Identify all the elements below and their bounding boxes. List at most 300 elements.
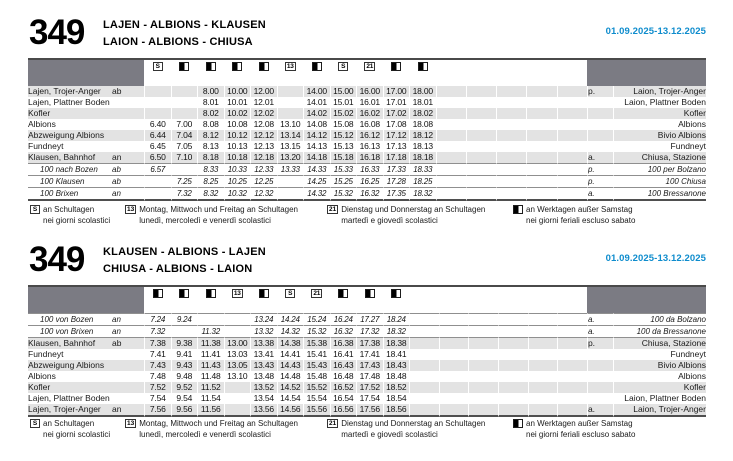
- empty-cell: [557, 313, 587, 326]
- workdays-icon: [259, 289, 269, 298]
- empty-cell: [496, 176, 526, 188]
- workdays-icon: [418, 62, 428, 71]
- empty-header-cell: [409, 287, 439, 313]
- time-cell: [277, 86, 304, 97]
- legend-outbound: [0, 204, 733, 230]
- dep-arr-marker-german: [112, 141, 144, 152]
- legend-de: an Werktagen außer Samstag: [526, 419, 633, 428]
- dep-arr-marker-german: an: [112, 188, 144, 201]
- time-cell: 7.41: [144, 349, 171, 360]
- header-band-left: [28, 287, 144, 313]
- time-cell: 18.43: [383, 360, 410, 371]
- time-cell: [224, 313, 251, 326]
- stop-name-german: Klausen, Bahnhof: [28, 152, 112, 164]
- time-cell: [144, 108, 171, 119]
- time-cell: 12.18: [250, 152, 277, 164]
- time-cell: 14.54: [277, 393, 304, 404]
- dep-arr-marker-italian: [587, 108, 613, 119]
- empty-cell: [466, 188, 496, 201]
- stop-name-italian: Albions: [613, 119, 706, 130]
- time-cell: [144, 86, 171, 97]
- empty-cell: [557, 371, 587, 382]
- time-cell: 11.48: [197, 371, 224, 382]
- dep-arr-marker-german: an: [112, 152, 144, 164]
- empty-cell: [526, 119, 556, 130]
- day-symbol-cell: [356, 60, 383, 86]
- timetable-row: [28, 152, 706, 164]
- dep-arr-marker-italian: [587, 141, 613, 152]
- legend-it: nei giorni feriali escluso sabato: [526, 430, 636, 439]
- legend-it: martedì e giovedì scolastici: [341, 430, 438, 439]
- stop-name-german: Fundneyt: [28, 349, 112, 360]
- time-cell: 9.56: [171, 404, 198, 417]
- empty-cell: [466, 86, 496, 97]
- route-number: 349: [29, 240, 85, 279]
- time-cell: 14.01: [303, 97, 330, 108]
- time-cell: 10.08: [224, 119, 251, 130]
- workdays-icon: [179, 289, 189, 298]
- time-cell: 13.52: [250, 382, 277, 393]
- day-symbol-cell: [224, 287, 251, 313]
- empty-cell: [409, 393, 439, 404]
- time-cell: 17.01: [383, 97, 410, 108]
- route-title-italian: LAION - ALBIONS - CHIUSA: [103, 36, 253, 48]
- time-cell: 7.04: [171, 130, 198, 141]
- time-cell: 15.54: [303, 393, 330, 404]
- time-cell: 15.18: [330, 152, 357, 164]
- time-cell: 14.08: [303, 119, 330, 130]
- timetable-row: [28, 130, 706, 141]
- empty-cell: [468, 393, 498, 404]
- empty-cell: [439, 382, 469, 393]
- workdays-icon: [312, 62, 322, 71]
- time-cell: 17.33: [383, 164, 410, 176]
- time-cell: 14.32: [303, 188, 330, 201]
- time-cell: 15.00: [330, 86, 357, 97]
- dep-arr-marker-italian: a.: [587, 326, 613, 338]
- time-cell: 13.32: [250, 326, 277, 338]
- timetable-row: [28, 108, 706, 119]
- time-cell: 7.43: [144, 360, 171, 371]
- dep-arr-marker-german: an: [112, 326, 144, 338]
- empty-cell: [557, 382, 587, 393]
- time-cell: [224, 393, 251, 404]
- day-symbol-cell: [197, 287, 224, 313]
- day-symbol-cell: [277, 60, 304, 86]
- dep-arr-marker-german: [112, 393, 144, 404]
- time-cell: 16.24: [330, 313, 357, 326]
- time-cell: 9.41: [171, 349, 198, 360]
- dep-arr-marker-german: [112, 97, 144, 108]
- empty-cell: [439, 349, 469, 360]
- empty-cell: [468, 349, 498, 360]
- empty-cell: [526, 108, 556, 119]
- time-cell: 15.24: [303, 313, 330, 326]
- time-cell: 12.32: [250, 188, 277, 201]
- time-cell: 18.00: [409, 86, 436, 97]
- empty-cell: [409, 371, 439, 382]
- day-symbol-cell: [330, 60, 357, 86]
- time-cell: 10.00: [224, 86, 251, 97]
- empty-cell: [528, 404, 558, 417]
- time-cell: 12.13: [250, 141, 277, 152]
- empty-cell: [528, 349, 558, 360]
- time-cell: [197, 313, 224, 326]
- legend-it: lunedì, mercoledì e venerdì scolastici: [139, 216, 271, 225]
- day-code-21-icon: 21: [313, 290, 321, 297]
- legend-note-21: [327, 418, 485, 440]
- empty-cell: [496, 152, 526, 164]
- time-cell: 16.56: [330, 404, 357, 417]
- timetable-grid: [28, 285, 706, 417]
- time-cell: 7.48: [144, 371, 171, 382]
- workdays-icon: [232, 62, 242, 71]
- dep-arr-marker-german: ab: [112, 338, 144, 349]
- legend-de: an Schultagen: [43, 419, 95, 428]
- time-cell: 17.32: [356, 326, 383, 338]
- dep-arr-marker-italian: p.: [587, 164, 613, 176]
- dep-arr-marker-german: an: [112, 313, 144, 326]
- dep-arr-marker-italian: p.: [587, 176, 613, 188]
- empty-cell: [557, 141, 587, 152]
- time-cell: 15.13: [330, 141, 357, 152]
- stop-name-italian: Kofler: [613, 382, 706, 393]
- time-cell: 16.02: [356, 108, 383, 119]
- validity-dates: 01.09.2025-13.12.2025: [605, 26, 706, 37]
- timetable-row: [28, 338, 706, 349]
- time-cell: 15.32: [303, 326, 330, 338]
- dep-arr-marker-italian: [587, 97, 613, 108]
- empty-cell: [528, 313, 558, 326]
- time-cell: 18.24: [383, 313, 410, 326]
- empty-cell: [498, 338, 528, 349]
- stop-name-italian: Laion, Trojer-Anger: [613, 404, 706, 417]
- workdays-icon: [391, 289, 401, 298]
- time-cell: 17.43: [356, 360, 383, 371]
- timetable-row: [28, 176, 706, 188]
- time-cell: 18.13: [409, 141, 436, 152]
- empty-cell: [466, 108, 496, 119]
- empty-cell: [526, 97, 556, 108]
- empty-cell: [439, 360, 469, 371]
- empty-cell: [557, 349, 587, 360]
- legend-note-21: [327, 204, 485, 226]
- dep-arr-marker-italian: a.: [587, 188, 613, 201]
- time-cell: 9.43: [171, 360, 198, 371]
- time-cell: 16.41: [330, 349, 357, 360]
- time-cell: 6.40: [144, 119, 171, 130]
- time-cell: 13.38: [250, 338, 277, 349]
- workdays-icon: [365, 289, 375, 298]
- empty-cell: [436, 176, 466, 188]
- dep-arr-marker-italian: p.: [587, 338, 613, 349]
- time-cell: 8.02: [197, 108, 224, 119]
- time-cell: 10.25: [224, 176, 251, 188]
- empty-header-cell: [526, 60, 556, 86]
- day-symbol-cell: [356, 287, 383, 313]
- time-cell: 9.38: [171, 338, 198, 349]
- empty-header-cell: [528, 287, 558, 313]
- empty-cell: [436, 86, 466, 97]
- empty-cell: [498, 360, 528, 371]
- dep-arr-marker-german: [112, 360, 144, 371]
- workdays-icon: [153, 289, 163, 298]
- time-cell: 13.15: [277, 141, 304, 152]
- empty-cell: [468, 404, 498, 417]
- time-cell: [277, 108, 304, 119]
- empty-cell: [468, 371, 498, 382]
- time-cell: 11.54: [197, 393, 224, 404]
- workdays-icon: [206, 289, 216, 298]
- time-cell: 16.48: [330, 371, 357, 382]
- stop-name-german: Albions: [28, 119, 112, 130]
- time-cell: 18.32: [409, 188, 436, 201]
- time-cell: 11.32: [197, 326, 224, 338]
- day-code-13-icon: 13: [233, 290, 241, 297]
- time-cell: 16.18: [356, 152, 383, 164]
- empty-header-cell: [439, 287, 469, 313]
- time-cell: 12.01: [250, 97, 277, 108]
- empty-cell: [466, 119, 496, 130]
- time-cell: 11.56: [197, 404, 224, 417]
- stop-name-german: Lajen, Trojer-Anger: [28, 404, 112, 417]
- time-cell: 11.52: [197, 382, 224, 393]
- empty-header-cell: [468, 287, 498, 313]
- empty-cell: [496, 188, 526, 201]
- empty-header-cell: [557, 60, 587, 86]
- empty-cell: [557, 393, 587, 404]
- stop-name-italian: 100 Bressanone: [613, 188, 706, 201]
- empty-cell: [557, 176, 587, 188]
- dep-arr-marker-german: ab: [112, 164, 144, 176]
- time-cell: 18.01: [409, 97, 436, 108]
- stop-name-italian: 100 da Bolzano: [613, 313, 706, 326]
- stop-name-italian: 100 Chiusa: [613, 176, 706, 188]
- legend-de: an Werktagen außer Samstag: [526, 205, 633, 214]
- time-cell: 8.25: [197, 176, 224, 188]
- route-title-german: LAJEN - ALBIONS - KLAUSEN: [103, 19, 266, 31]
- empty-cell: [498, 382, 528, 393]
- empty-cell: [466, 176, 496, 188]
- empty-cell: [496, 141, 526, 152]
- stop-name-italian: Chiusa, Stazione: [613, 338, 706, 349]
- legend-note-13: [125, 204, 298, 226]
- time-cell: [224, 326, 251, 338]
- time-cell: 7.25: [171, 176, 198, 188]
- dep-arr-marker-italian: [587, 119, 613, 130]
- day-symbol-cell: [303, 60, 330, 86]
- dep-arr-marker-italian: [587, 360, 613, 371]
- day-symbol-cell: [303, 287, 330, 313]
- time-cell: 13.14: [277, 130, 304, 141]
- empty-cell: [526, 164, 556, 176]
- time-cell: 15.52: [303, 382, 330, 393]
- time-cell: [277, 188, 304, 201]
- legend-de: Dienstag und Donnerstag an Schultagen: [341, 419, 486, 428]
- time-cell: 15.12: [330, 130, 357, 141]
- time-cell: 10.18: [224, 152, 251, 164]
- time-cell: 12.00: [250, 86, 277, 97]
- empty-cell: [526, 86, 556, 97]
- empty-cell: [436, 141, 466, 152]
- time-cell: 8.33: [197, 164, 224, 176]
- timetable-outbound: [28, 58, 706, 201]
- time-cell: 13.20: [277, 152, 304, 164]
- dep-arr-marker-italian: [587, 349, 613, 360]
- time-cell: 13.00: [224, 338, 251, 349]
- empty-header-cell: [466, 60, 496, 86]
- dep-arr-marker-italian: [587, 393, 613, 404]
- empty-cell: [496, 97, 526, 108]
- time-cell: 13.33: [277, 164, 304, 176]
- day-code-S-icon: S: [338, 62, 348, 71]
- time-cell: 14.25: [303, 176, 330, 188]
- time-cell: 18.56: [383, 404, 410, 417]
- stop-name-german: Abzweigung Albions: [28, 130, 112, 141]
- empty-cell: [557, 97, 587, 108]
- time-cell: 13.05: [224, 360, 251, 371]
- empty-cell: [436, 130, 466, 141]
- timetable-row: [28, 382, 706, 393]
- legend-it: nei giorni feriali escluso sabato: [526, 216, 636, 225]
- school-days-icon: S: [30, 204, 40, 226]
- legend-de: Dienstag und Donnerstag an Schultagen: [341, 205, 486, 214]
- time-cell: 6.50: [144, 152, 171, 164]
- time-cell: 16.25: [356, 176, 383, 188]
- time-cell: [224, 404, 251, 417]
- time-cell: 13.56: [250, 404, 277, 417]
- time-cell: 16.12: [356, 130, 383, 141]
- time-cell: [224, 382, 251, 393]
- dep-arr-marker-german: [112, 349, 144, 360]
- legend-school-days: [30, 418, 110, 440]
- legend-it: nei giorni scolastici: [43, 430, 111, 439]
- empty-cell: [409, 404, 439, 417]
- time-cell: 7.10: [171, 152, 198, 164]
- route-title-german: KLAUSEN - ALBIONS - LAJEN: [103, 246, 266, 258]
- legend-de: an Schultagen: [43, 205, 95, 214]
- time-cell: 13.43: [250, 360, 277, 371]
- empty-cell: [528, 326, 558, 338]
- time-cell: 15.08: [330, 119, 357, 130]
- stop-name-german: Klausen, Bahnhof: [28, 338, 112, 349]
- empty-header-cell: [498, 287, 528, 313]
- time-cell: 9.24: [171, 313, 198, 326]
- dep-arr-marker-italian: p.: [587, 86, 613, 97]
- legend-it: martedì e giovedì scolastici: [341, 216, 438, 225]
- validity-dates: 01.09.2025-13.12.2025: [605, 253, 706, 264]
- empty-cell: [557, 108, 587, 119]
- time-cell: [171, 97, 198, 108]
- time-cell: 11.41: [197, 349, 224, 360]
- empty-cell: [528, 382, 558, 393]
- time-cell: 7.56: [144, 404, 171, 417]
- empty-cell: [557, 164, 587, 176]
- workdays-icon: [206, 62, 216, 71]
- time-cell: 9.54: [171, 393, 198, 404]
- dep-arr-marker-german: [112, 371, 144, 382]
- time-cell: 16.32: [330, 326, 357, 338]
- time-cell: 8.08: [197, 119, 224, 130]
- empty-cell: [498, 371, 528, 382]
- time-cell: 17.48: [356, 371, 383, 382]
- stop-name-italian: Fundneyt: [613, 349, 706, 360]
- time-cell: 6.44: [144, 130, 171, 141]
- empty-cell: [409, 382, 439, 393]
- route-title-italian: CHIUSA - ALBIONS - LAION: [103, 263, 253, 275]
- time-cell: 18.32: [383, 326, 410, 338]
- dep-arr-marker-german: [112, 108, 144, 119]
- empty-cell: [557, 188, 587, 201]
- empty-cell: [439, 326, 469, 338]
- dep-arr-marker-italian: [587, 382, 613, 393]
- empty-cell: [498, 326, 528, 338]
- empty-cell: [526, 176, 556, 188]
- time-cell: 14.12: [303, 130, 330, 141]
- time-cell: 15.25: [330, 176, 357, 188]
- empty-cell: [466, 130, 496, 141]
- time-cell: 8.13: [197, 141, 224, 152]
- time-cell: 17.54: [356, 393, 383, 404]
- empty-cell: [436, 108, 466, 119]
- stop-name-italian: Bivio Albions: [613, 360, 706, 371]
- time-cell: 10.32: [224, 188, 251, 201]
- time-cell: 13.54: [250, 393, 277, 404]
- time-cell: 18.38: [383, 338, 410, 349]
- day-symbol-cell: [171, 287, 198, 313]
- empty-cell: [466, 97, 496, 108]
- timetable-return: [28, 285, 706, 417]
- empty-cell: [439, 371, 469, 382]
- time-cell: 18.02: [409, 108, 436, 119]
- note-21-icon: 21: [329, 206, 337, 213]
- workdays-icon: [179, 62, 189, 71]
- time-cell: 13.10: [224, 371, 251, 382]
- empty-cell: [528, 360, 558, 371]
- empty-cell: [496, 130, 526, 141]
- day-code-S-icon: S: [153, 62, 163, 71]
- empty-cell: [496, 108, 526, 119]
- time-cell: 16.32: [356, 188, 383, 201]
- time-cell: 12.12: [250, 130, 277, 141]
- day-symbol-cell: [144, 60, 171, 86]
- empty-cell: [439, 338, 469, 349]
- stop-name-german: Lajen, Plattner Boden: [28, 97, 112, 108]
- legend-return: [0, 418, 733, 444]
- time-cell: [171, 326, 198, 338]
- time-cell: 18.41: [383, 349, 410, 360]
- route-number: 349: [29, 13, 85, 52]
- timetable-row: [28, 97, 706, 108]
- empty-cell: [409, 360, 439, 371]
- timetable-row: [28, 86, 706, 97]
- time-cell: [171, 164, 198, 176]
- dep-arr-marker-german: [112, 382, 144, 393]
- legend-it: lunedì, mercoledì e venerdì scolastici: [139, 430, 271, 439]
- workdays-icon: [338, 289, 348, 298]
- empty-cell: [468, 313, 498, 326]
- time-cell: [171, 86, 198, 97]
- dep-arr-marker-german: [112, 119, 144, 130]
- dep-arr-marker-italian: [587, 371, 613, 382]
- empty-cell: [528, 338, 558, 349]
- time-cell: 8.32: [197, 188, 224, 201]
- time-cell: 17.02: [383, 108, 410, 119]
- time-cell: 17.13: [383, 141, 410, 152]
- stop-name-italian: Bivio Albions: [613, 130, 706, 141]
- route-titles: [103, 17, 266, 51]
- time-cell: 12.02: [250, 108, 277, 119]
